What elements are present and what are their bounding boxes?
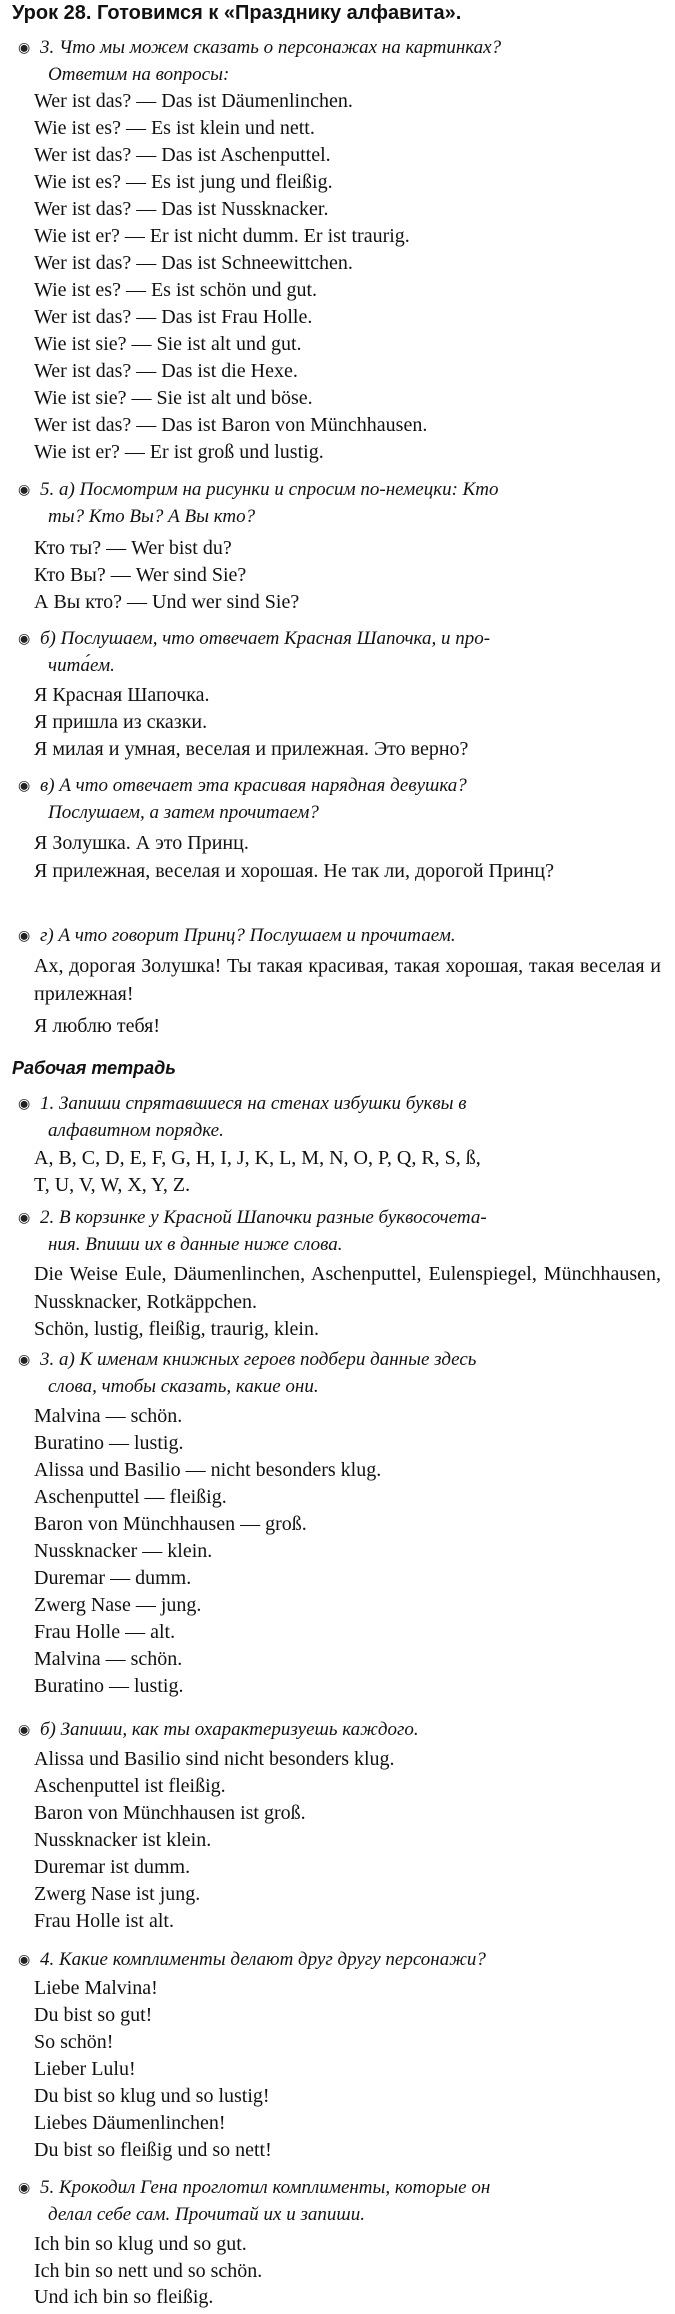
audio-bullet-icon: ◉ bbox=[18, 41, 31, 56]
audio-bullet-icon: ◉ bbox=[18, 2181, 31, 2196]
task-5g-instruction bbox=[18, 922, 665, 949]
compliment-line: Lieber Lulu! bbox=[34, 2058, 136, 2080]
dialog-line: Wie ist er? — Er ist groß und lustig. bbox=[34, 441, 324, 463]
instruction-text: Что мы можем сказать о персонажах на картинках? bbox=[59, 37, 502, 58]
audio-bullet-icon: ◉ bbox=[18, 929, 31, 944]
task-number: 3. bbox=[40, 37, 55, 58]
instruction-text: В корзинке у Красной Шапочки разные буквосочета- bbox=[59, 1207, 487, 1228]
audio-bullet-icon: ◉ bbox=[18, 1723, 31, 1738]
self-compliment-line: Ich bin so klug und so gut. bbox=[34, 2233, 247, 2255]
workbook-task-3b-instruction bbox=[18, 1716, 665, 1743]
dialog-line: Кто Вы? — Wer sind Sie? bbox=[34, 564, 247, 586]
dialog-line: Wie ist sie? — Sie ist alt und böse. bbox=[34, 387, 313, 409]
task-number: 5. bbox=[40, 2177, 55, 2198]
workbook-task-4-instruction bbox=[18, 1946, 665, 1973]
dialog-line: Wie ist er? — Er ist nicht dumm. Er ist traurig. bbox=[34, 225, 410, 247]
compliment-line: Liebe Malvina! bbox=[34, 1977, 158, 1999]
instruction-text: К именам книжных героев подбери данные здесь bbox=[79, 1349, 477, 1370]
dialog-line: Я Золушка. А это Принц. bbox=[34, 832, 249, 854]
audio-bullet-icon: ◉ bbox=[18, 632, 31, 647]
character-line: Buratino — lustig. bbox=[34, 1675, 184, 1697]
task-number: 4. bbox=[40, 1949, 55, 1970]
task-3-instruction bbox=[18, 34, 665, 88]
sentence-line: Nussknacker ist klein. bbox=[34, 1829, 212, 1851]
compliment-line: Du bist so klug und so lustig! bbox=[34, 2085, 270, 2107]
character-line: Malvina — schön. bbox=[34, 1405, 183, 1427]
character-line: Buratino — lustig. bbox=[34, 1432, 184, 1454]
sentence-line: Zwerg Nase ist jung. bbox=[34, 1883, 201, 1905]
character-line: Baron von Münchhausen — groß. bbox=[34, 1513, 307, 1535]
workbook-task-1-instruction bbox=[18, 1090, 665, 1144]
instruction-text: Послушаем, что отвечает Красная Шапочка, и про- bbox=[60, 628, 491, 649]
instruction-text-cont: делал себе сам. Прочитай их и запиши. bbox=[48, 2204, 365, 2225]
character-line: Malvina — schön. bbox=[34, 1648, 183, 1670]
dialog-line: Wer ist das? — Das ist Baron von Münchhausen. bbox=[34, 414, 428, 436]
sentence-line: Frau Holle ist alt. bbox=[34, 1910, 174, 1932]
task-number: 2. bbox=[40, 1207, 55, 1228]
compliment-line: So schön! bbox=[34, 2031, 114, 2053]
task-5b-instruction bbox=[18, 625, 665, 679]
instruction-text: А что говорит Принц? Послушаем и прочитаем. bbox=[58, 925, 456, 946]
audio-bullet-icon: ◉ bbox=[18, 1097, 31, 1112]
dialog-line: Я пришла из сказки. bbox=[34, 711, 208, 733]
task-number: г) bbox=[40, 925, 54, 946]
dialog-line: Wie ist es? — Es ist jung und fleißig. bbox=[34, 171, 333, 193]
dialog-line: Я Красная Шапочка. bbox=[34, 684, 210, 706]
dialog-line: Wer ist das? — Das ist Nussknacker. bbox=[34, 198, 329, 220]
sentence-line: Baron von Münchhausen ist groß. bbox=[34, 1802, 306, 1824]
task-number: 1. bbox=[40, 1093, 55, 1114]
task-number: б) bbox=[40, 628, 56, 649]
audio-bullet-icon: ◉ bbox=[18, 483, 31, 498]
instruction-text-cont: алфавитном порядке. bbox=[48, 1120, 224, 1141]
sentence-line: Alissa und Basilio sind nicht besonders klug. bbox=[34, 1748, 395, 1770]
task-5a-instruction bbox=[18, 476, 665, 530]
sentence-line: Duremar ist dumm. bbox=[34, 1856, 191, 1878]
dialog-line: Wie ist sie? — Sie ist alt und gut. bbox=[34, 333, 302, 355]
character-line: Aschenputtel — fleißig. bbox=[34, 1486, 227, 1508]
dialog-line: Кто ты? — Wer bist du? bbox=[34, 537, 232, 559]
compliment-line: Du bist so gut! bbox=[34, 2004, 153, 2026]
character-line: Frau Holle — alt. bbox=[34, 1621, 176, 1643]
task-number: 3. а) bbox=[40, 1349, 75, 1370]
instruction-text-cont: Ответим на вопросы: bbox=[48, 64, 230, 85]
word-line: Schön, lustig, fleißig, traurig, klein. bbox=[34, 1318, 319, 1340]
sentence-line: Aschenputtel ist fleißig. bbox=[34, 1775, 226, 1797]
alphabet-line: T, U, V, W, X, Y, Z. bbox=[34, 1174, 191, 1196]
page-title: Урок 28. Готовимся к «Празднику алфавита». bbox=[12, 2, 462, 24]
dialog-line: А Вы кто? — Und wer sind Sie? bbox=[34, 591, 300, 613]
instruction-text: Какие комплименты делают друг другу персонажи? bbox=[59, 1949, 486, 1970]
audio-bullet-icon: ◉ bbox=[18, 779, 31, 794]
instruction-text-cont: ния. Впиши их в данные ниже слова. bbox=[48, 1234, 343, 1255]
audio-bullet-icon: ◉ bbox=[18, 1211, 31, 1226]
instruction-text-cont: чита́ем. bbox=[48, 655, 115, 676]
task-5v-instruction bbox=[18, 772, 665, 826]
dialog-line: Я люблю тебя! bbox=[34, 1015, 161, 1037]
audio-bullet-icon: ◉ bbox=[18, 1953, 31, 1968]
instruction-text-cont: слова, чтобы сказать, какие они. bbox=[48, 1376, 319, 1397]
workbook-task-3a-instruction bbox=[18, 1346, 665, 1400]
compliment-line: Liebes Däumenlinchen! bbox=[34, 2112, 226, 2134]
instruction-text-cont: Послушаем, а затем прочитаем? bbox=[48, 802, 319, 823]
dialog-paragraph: Ах, дорогая Золушка! Ты такая красивая, такая хорошая, такая веселая и прилежная! bbox=[34, 955, 661, 1005]
self-compliment-line: Und ich bin so fleißig. bbox=[34, 2286, 214, 2308]
dialog-line: Wie ist es? — Es ist klein und nett. bbox=[34, 117, 315, 139]
alphabet-line: A, B, C, D, E, F, G, H, I, J, K, L, M, N, O, P, Q, R, S, ß, bbox=[34, 1147, 481, 1169]
instruction-text: Крокодил Гена проглотил комплименты, которые он bbox=[59, 2177, 491, 2198]
task-number: б) bbox=[40, 1719, 56, 1740]
instruction-text: Запиши спрятавшиеся на стенах избушки буквы в bbox=[59, 1093, 467, 1114]
character-line: Zwerg Nase — jung. bbox=[34, 1594, 202, 1616]
dialog-paragraph: Я прилежная, веселая и хорошая. Не так ли, дорогой Принц? bbox=[34, 860, 554, 882]
instruction-text: Запиши, как ты охарактеризуешь каждого. bbox=[60, 1719, 419, 1740]
workbook-task-5-instruction bbox=[18, 2174, 665, 2228]
workbook-heading: Рабочая тетрадь bbox=[12, 1058, 176, 1078]
character-line: Duremar — dumm. bbox=[34, 1567, 192, 1589]
character-line: Nussknacker — klein. bbox=[34, 1540, 213, 1562]
audio-bullet-icon: ◉ bbox=[18, 1353, 31, 1368]
dialog-line: Wie ist es? — Es ist schön und gut. bbox=[34, 279, 318, 301]
dialog-line: Wer ist das? — Das ist Schneewittchen. bbox=[34, 252, 353, 274]
workbook-task-2-instruction bbox=[18, 1204, 665, 1258]
character-line: Alissa und Basilio — nicht besonders klug. bbox=[34, 1459, 382, 1481]
self-compliment-line: Ich bin so nett und so schön. bbox=[34, 2260, 263, 2282]
compliment-line: Du bist so fleißig und so nett! bbox=[34, 2139, 272, 2161]
word-paragraph: Die Weise Eule, Däumenlinchen, Aschenputtel, Eulenspiegel, Münchhausen, Nussknacker, Rotkäppchen. bbox=[34, 1263, 661, 1313]
instruction-text: Посмотрим на рисунки и спросим по-немецки: Кто bbox=[79, 479, 499, 500]
dialog-line: Я милая и умная, веселая и прилежная. Это верно? bbox=[34, 738, 469, 760]
instruction-text: А что отвечает эта красивая нарядная девушка? bbox=[59, 775, 467, 796]
task-number: 5. а) bbox=[40, 479, 75, 500]
dialog-line: Wer ist das? — Das ist Däumenlinchen. bbox=[34, 90, 353, 112]
dialog-line: Wer ist das? — Das ist Aschenputtel. bbox=[34, 144, 331, 166]
dialog-line: Wer ist das? — Das ist Frau Holle. bbox=[34, 306, 313, 328]
instruction-text-cont: ты? Кто Вы? А Вы кто? bbox=[48, 506, 256, 527]
task-number: в) bbox=[40, 775, 55, 796]
dialog-line: Wer ist das? — Das ist die Hexe. bbox=[34, 360, 298, 382]
